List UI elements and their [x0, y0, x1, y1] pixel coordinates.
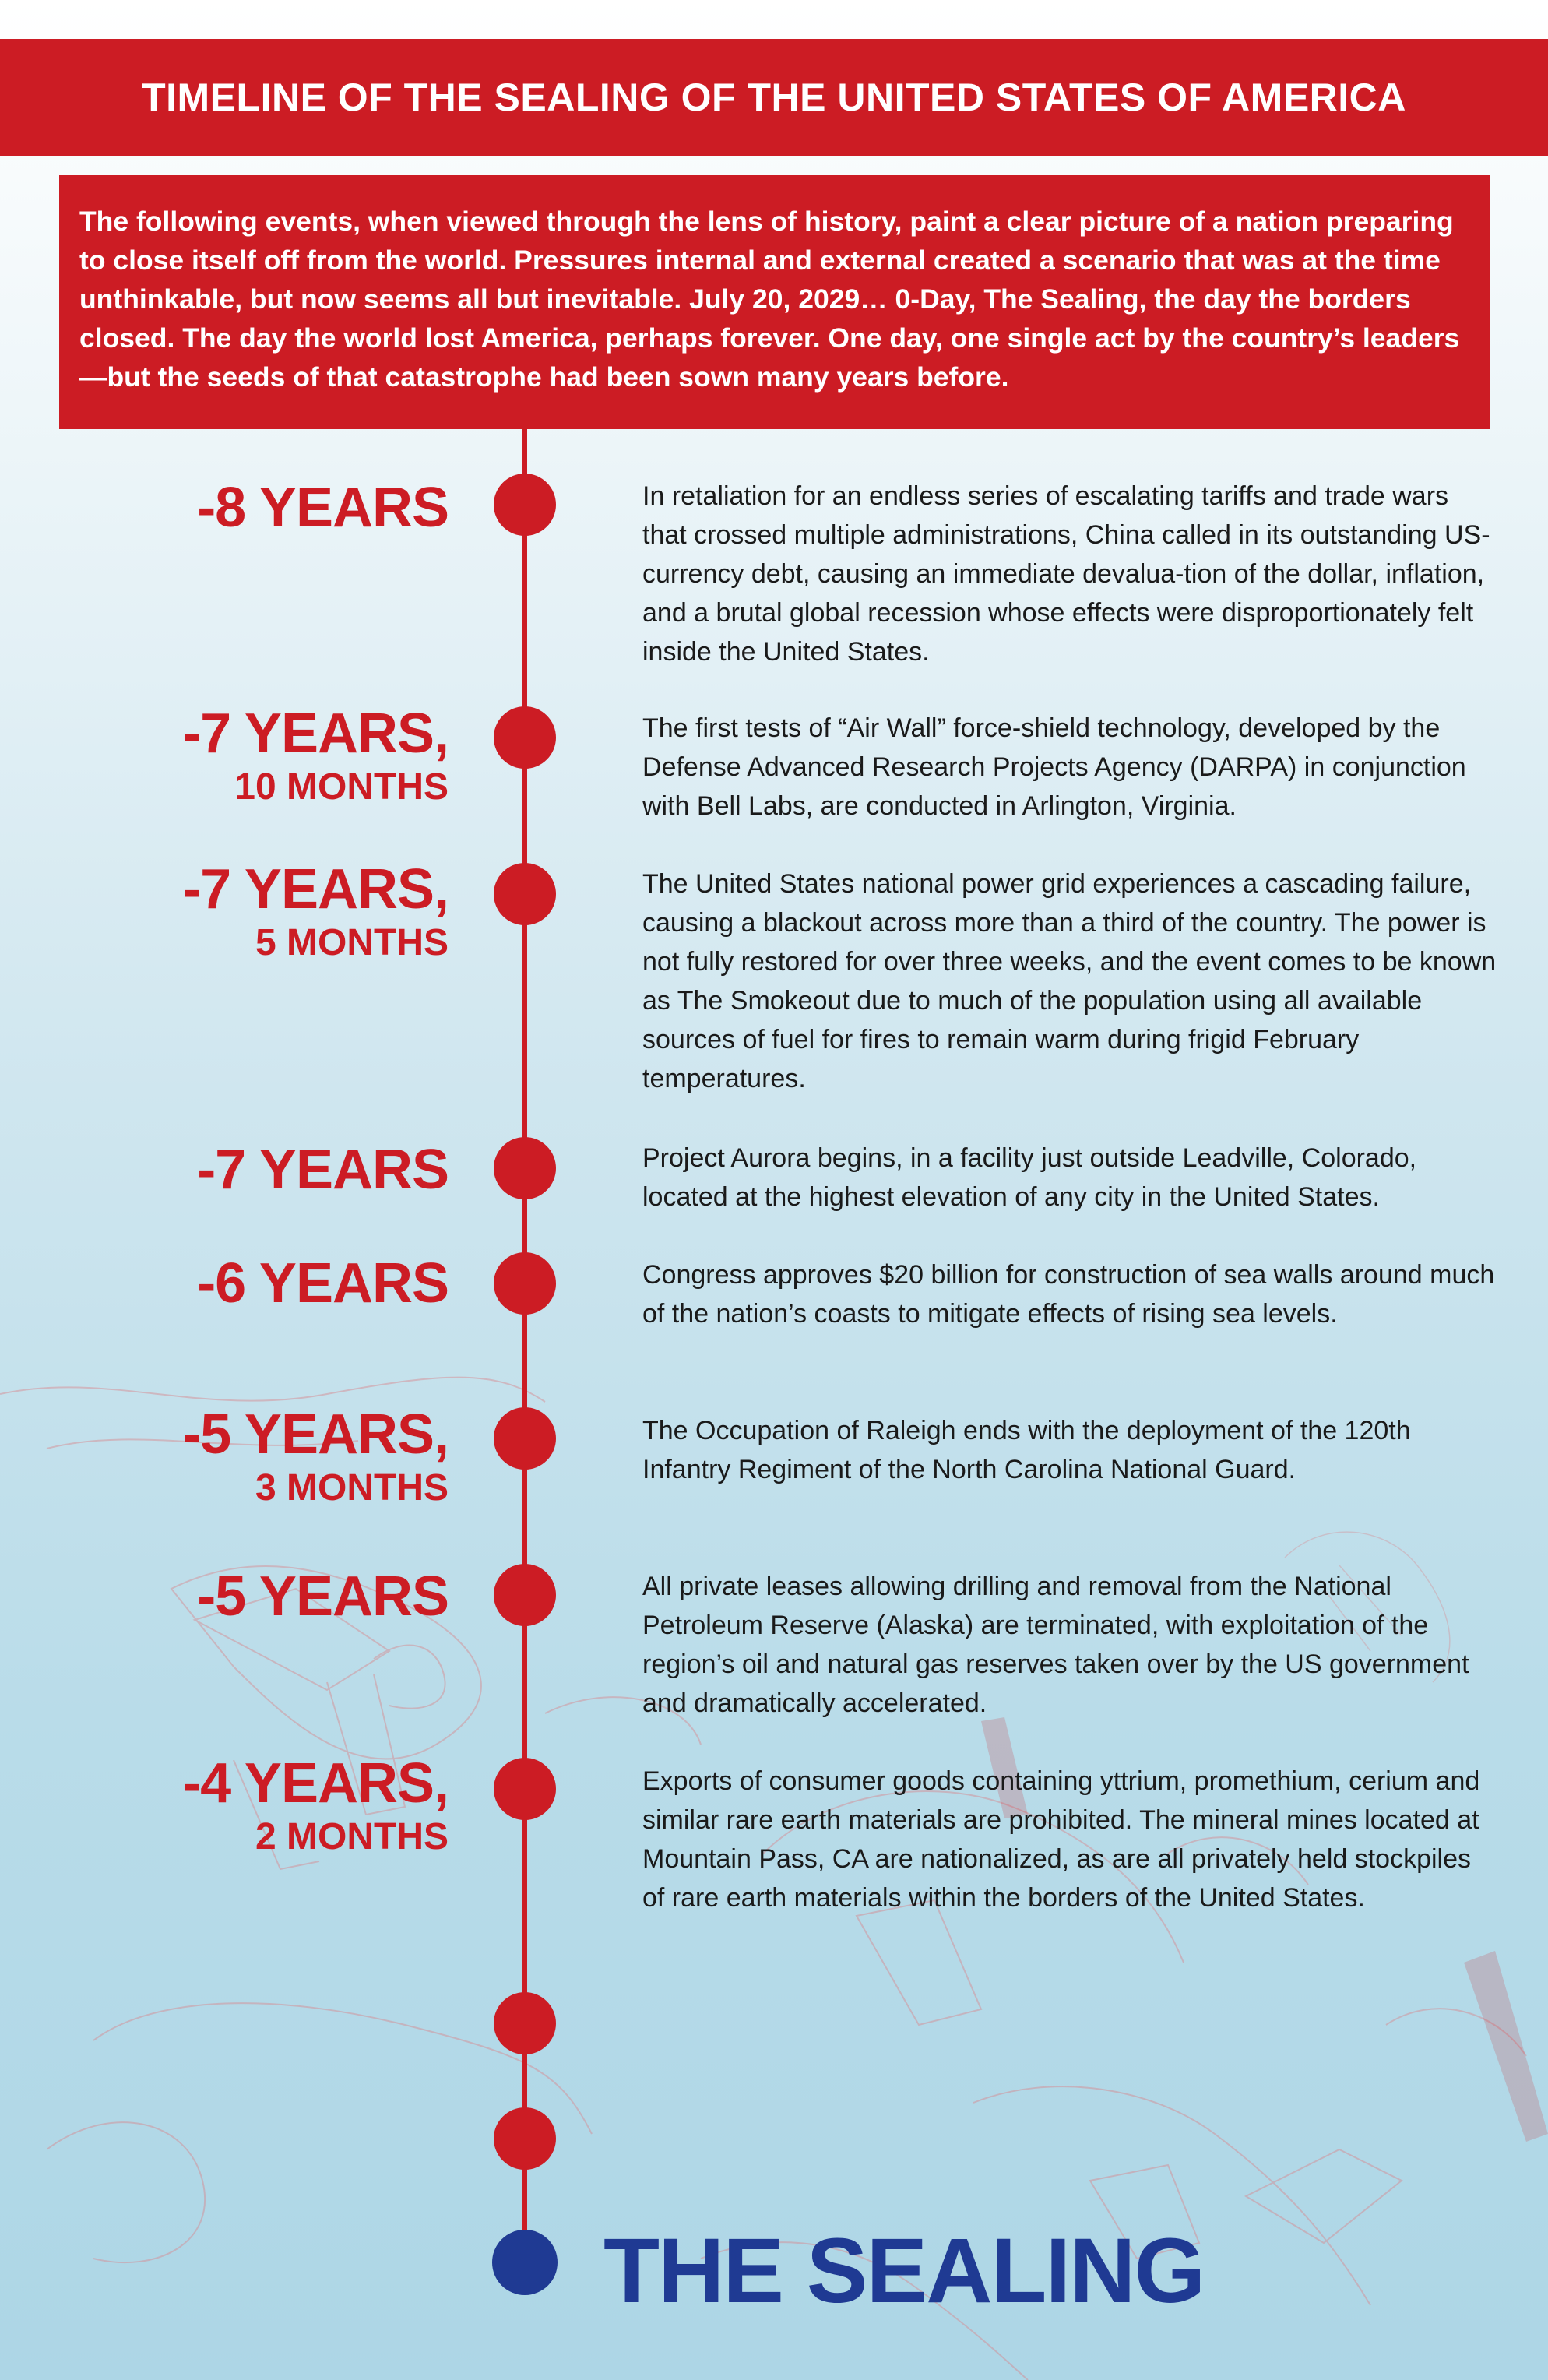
- timeline-label: [197, 477, 449, 539]
- timeline-label: [182, 702, 449, 810]
- timeline-dot: [494, 1758, 556, 1820]
- timeline-event-text: The first tests of “Air Wall” force-shield technology, developed by the Defense Advanced Research Projects Agency (DARPA) in conjunction with Bell Labs, are conducted in Arlington, Virginia.: [642, 713, 1466, 821]
- timeline-event-text: The United States national power grid experiences a cascading failure, causing a blackout across more than a third of the country. The power is not fully restored for over three weeks, and the event comes to be known as The Smokeout due to much of the population using all available sources of fuel for fires to remain warm during frigid February temperatures.: [642, 869, 1497, 1093]
- timeline-label-main: -5 YEARS,: [182, 1403, 449, 1466]
- timeline-label-main: -7 YEARS,: [182, 702, 449, 765]
- timeline-dot: [494, 1992, 556, 2054]
- timeline-label: [197, 1565, 449, 1628]
- timeline-label: [197, 1252, 449, 1315]
- page-title: TIMELINE OF THE SEALING OF THE UNITED STATES OF AMERICA: [142, 76, 1406, 119]
- timeline-label: [182, 1403, 449, 1511]
- timeline-label: [197, 1139, 449, 1201]
- timeline-dot: [494, 1252, 556, 1315]
- timeline-label-sub: 5 MONTHS: [255, 922, 449, 963]
- timeline-label-sub: 10 MONTHS: [234, 766, 449, 808]
- the-sealing-heading: THE SEALING: [603, 2220, 1205, 2322]
- timeline-label: [182, 858, 449, 966]
- header-banner: [0, 39, 1548, 156]
- timeline-event-text: The Occupation of Raleigh ends with the deployment of the 120th Infantry Regiment of the North Carolina National Guard.: [642, 1416, 1411, 1484]
- timeline-label-main: -4 YEARS,: [182, 1752, 449, 1815]
- timeline-dot: [494, 1137, 556, 1199]
- timeline-event-text: Project Aurora begins, in a facility just outside Leadville, Colorado, located at the highest elevation of any city in the United States.: [642, 1143, 1417, 1212]
- timeline-dot: [494, 474, 556, 536]
- timeline-dot: [494, 706, 556, 769]
- timeline-label-main: -7 YEARS: [197, 1139, 449, 1201]
- timeline-dot: [494, 863, 556, 925]
- timeline-label-sub: 3 MONTHS: [255, 1467, 449, 1509]
- timeline-label-main: -6 YEARS: [197, 1252, 449, 1315]
- timeline-event-text: Exports of consumer goods containing yttrium, promethium, cerium and similar rare earth materials are prohibited. The mineral mines located at Mountain Pass, CA are nationalized, as are all privately held stockpiles of rare earth materials within the borders of the United States.: [642, 1766, 1480, 1913]
- timeline-label-main: -7 YEARS,: [182, 858, 449, 921]
- timeline-label-sub: 2 MONTHS: [255, 1816, 449, 1857]
- timeline-dot: [494, 1564, 556, 1626]
- timeline-event-text: Congress approves $20 billion for construction of sea walls around much of the nation’s coasts to mitigate effects of rising sea levels.: [642, 1260, 1495, 1329]
- intro-box: [59, 175, 1490, 429]
- intro-paragraph: The following events, when viewed through the lens of history, paint a clear picture of a nation preparing to close itself off from the world. Pressures internal and external created a scenario that was at the time unthinkable, but now seems all but inevitable. July 20, 2029… 0-Day, The Sealing, the day the borders closed. The day the world lost America, perhaps forever. One day, one single act by the country’s leaders—but the seeds of that catastrophe had been sown many years before.: [79, 206, 1460, 393]
- timeline-event-text: All private leases allowing drilling and removal from the National Petroleum Reserve (Alaska) are terminated, with exploitation of the region’s oil and natural gas reserves taken over by the US government and dramatically accelerated.: [642, 1572, 1469, 1718]
- timeline-event-text: In retaliation for an endless series of escalating tariffs and trade wars that crossed multiple administrations, China called in its outstanding US-currency debt, causing an immediate devalua-tion of the dollar, inflation, and a brutal global recession whose effects were disproportionately felt inside the United States.: [642, 481, 1490, 667]
- timeline-label-main: -5 YEARS: [197, 1565, 449, 1628]
- timeline-dot: [494, 1407, 556, 1470]
- timeline-label: [182, 1752, 449, 1860]
- final-timeline-dot: [492, 2230, 558, 2295]
- timeline-dot: [494, 2107, 556, 2170]
- timeline-line: [522, 429, 527, 2248]
- timeline-label-main: -8 YEARS: [197, 477, 449, 539]
